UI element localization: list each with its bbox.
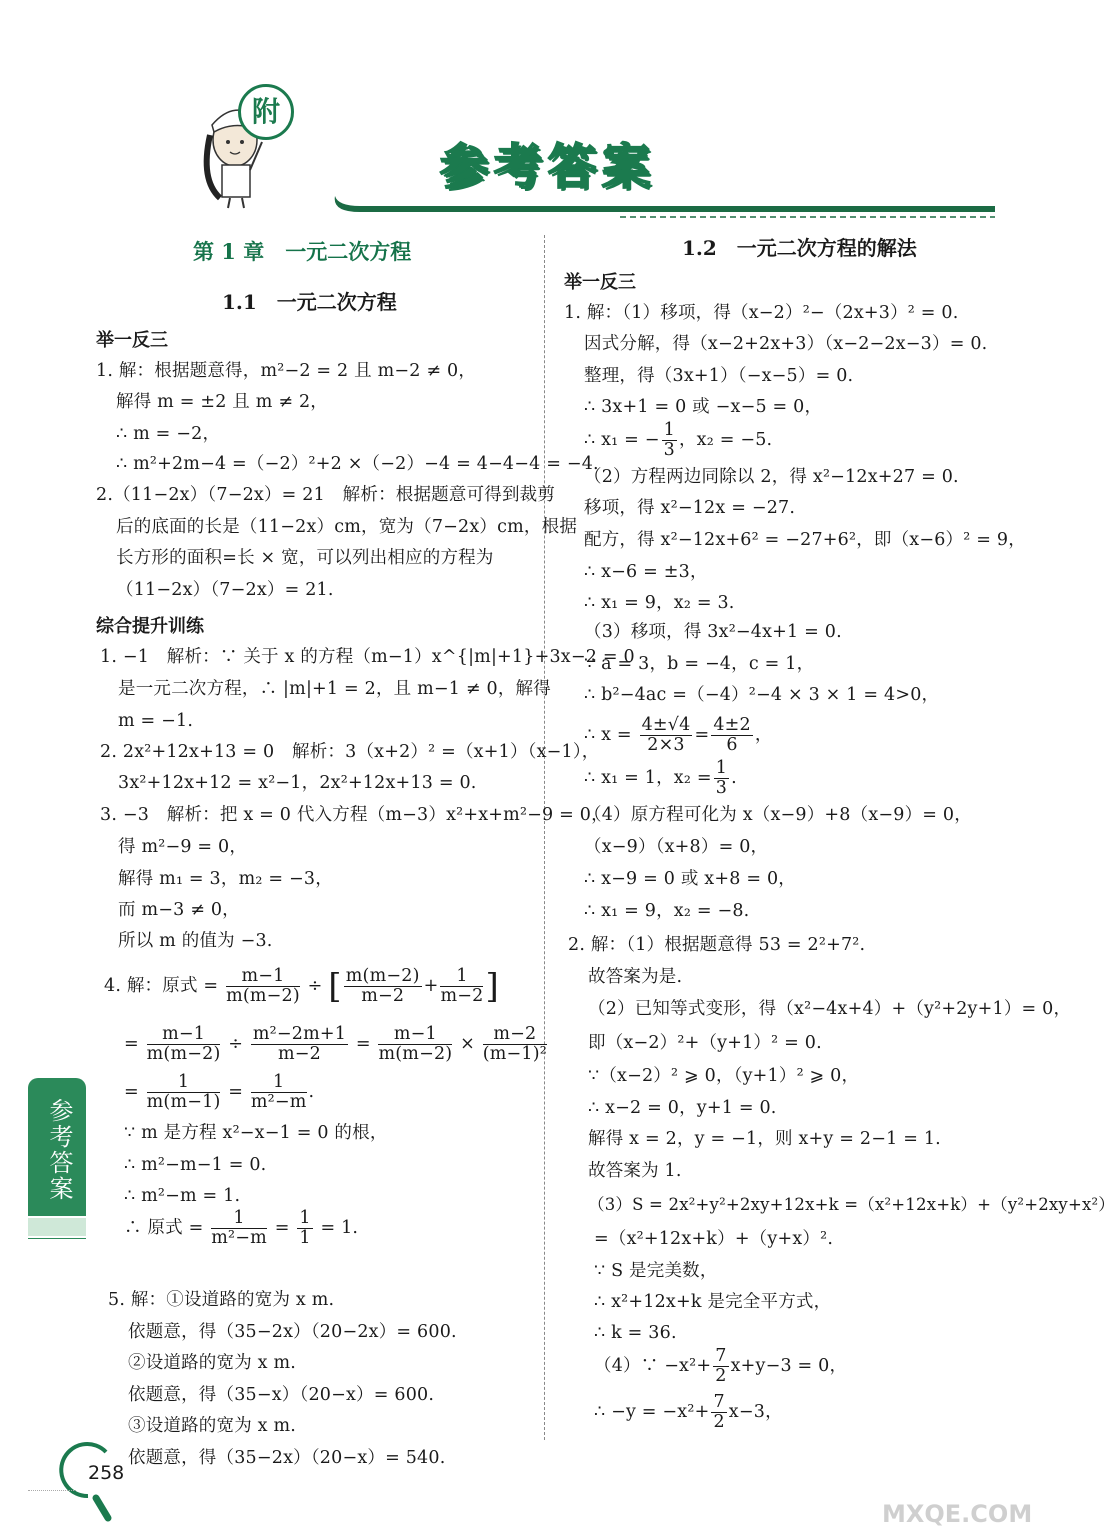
side-tab-rule <box>28 1238 86 1239</box>
page-number-badge <box>76 1448 136 1520</box>
fraction <box>711 716 753 755</box>
answer-line: （3）S = 2x²+y²+2xy+12x+k =（x²+12x+k）+（y²+2xy+x²） <box>588 1195 1115 1214</box>
fraction <box>251 1073 307 1112</box>
answer-line: ∴ m²−m−1 = 0. <box>124 1155 267 1175</box>
denominator: m²−m <box>211 1228 267 1248</box>
header-rule <box>330 190 1000 220</box>
denominator: m²−m <box>250 1092 307 1112</box>
answer-line: 2.（11−2x）（7−2x）= 21 解析：根据题意可得到裁剪 <box>96 485 556 505</box>
answer-line: 解得 m₁ = 3，m₂ = −3， <box>118 869 333 889</box>
answer-line: 依题意，得（35−x）（20−x）= 600. <box>128 1385 435 1405</box>
fraction <box>378 1025 452 1064</box>
answer-line: ∴ x²+12x+k 是完全平方式， <box>594 1292 832 1312</box>
denominator: m(m−1) <box>146 1092 221 1112</box>
answer-line: 长方形的面积=长 × 宽，可以列出相应的方程为 <box>116 548 494 568</box>
numerator: 1 <box>147 1073 221 1093</box>
answer-text: ∴ x = <box>584 725 632 745</box>
answer-text: . <box>731 768 737 788</box>
answer-line: 解得 m = ±2 且 m ≠ 2， <box>116 392 328 412</box>
answer-text: ∴ 原式 = <box>124 1218 204 1238</box>
denominator: (m−1)² <box>482 1044 547 1064</box>
answer-line: 3x²+12x+12 = x²−1，2x²+12x+13 = 0. <box>118 773 477 793</box>
answer-text: ，x₂ = −5. <box>678 430 773 450</box>
subsection-heading: 综合提升训练 <box>96 616 204 637</box>
answer-line: （2）已知等式变形，得（x²−4x+4）+（y²+2y+1）= 0， <box>588 999 1072 1019</box>
answer-line: 整理，得（3x+1）（−x−5）= 0. <box>584 366 854 386</box>
answer-line: 依题意，得（35−2x）（20−2x）= 600. <box>128 1322 457 1342</box>
watermark-text: MXQE.COM <box>882 1500 1033 1528</box>
denominator: m−2 <box>440 986 484 1006</box>
math-line <box>584 420 772 460</box>
answer-line: （3）移项，得 3x²−4x+1 = 0. <box>584 622 842 642</box>
denominator: 2 <box>715 1366 727 1386</box>
numerator: 1 <box>299 1208 311 1228</box>
answer-line: 故答案为 1. <box>588 1161 682 1181</box>
math-line <box>594 1392 783 1432</box>
answer-line: 1. 解：根据题意得，m²−2 = 2 且 m−2 ≠ 0， <box>96 361 477 381</box>
answer-text: = 1. <box>320 1218 359 1238</box>
numerator: 4±2 <box>713 715 751 735</box>
fraction <box>297 1209 312 1248</box>
answer-line: ∵ S 是完美数， <box>594 1261 718 1281</box>
answer-line: ∴ x₁ = 9，x₂ = 3. <box>584 593 735 613</box>
fraction <box>711 1393 726 1432</box>
answer-line: ∴ m = −2， <box>116 424 221 444</box>
answer-line: m = −1. <box>118 711 194 731</box>
answer-line: 2. 2x²+12x+13 = 0 解析：3（x+2）² =（x+1）（x−1）， <box>100 742 600 762</box>
fraction <box>344 967 422 1006</box>
answer-line: （4）原方程可化为 x（x−9）+8（x−9）= 0， <box>584 805 972 825</box>
denominator: m(m−2) <box>226 986 300 1006</box>
answer-text: 4. 解：原式 = <box>104 976 219 996</box>
answer-line: （x−9）（x+8）= 0， <box>584 837 769 857</box>
numerator: 1 <box>251 1073 307 1093</box>
math-line: = $\frac{m-1}{m(m-2)}$ ÷ $\frac{\text{m²−2m+1}}{m-2}$ = $\frac{m-1}{m(m-2)}$ × $\frac{m-2}{\text{(m−1)²}}$ <box>124 1024 547 1064</box>
numerator: 7 <box>713 1392 725 1412</box>
fraction <box>714 759 729 798</box>
answer-line: 配方，得 x²−12x+6² = −27+6²，即（x−6）² = 9， <box>584 530 1026 550</box>
denominator: 3 <box>663 440 675 460</box>
answer-text: ∴ x₁ = 1，x₂ = <box>584 768 712 788</box>
answer-line: 解得 x = 2，y = −1，则 x+y = 2−1 = 1. <box>588 1129 941 1149</box>
numerator: m²−2m+1 <box>252 1024 347 1044</box>
fraction <box>147 1073 221 1112</box>
denominator: m(m−2) <box>146 1044 221 1064</box>
answer-line: 1. −1 解析：∵ 关于 x 的方程（m−1）x^{|m|+1}+3x−2 = 0 <box>100 647 635 667</box>
numerator: 1 <box>440 967 483 987</box>
fraction <box>251 1025 348 1064</box>
math-line: = $\frac{1}{m(m-1)}$ = $\frac{1}{\text{m²−m}}$ . <box>124 1072 315 1112</box>
fraction <box>211 1209 267 1248</box>
subsection-heading: 举一反三 <box>564 272 636 293</box>
numerator: 7 <box>715 1346 727 1366</box>
numerator: m−1 <box>378 1025 452 1045</box>
numerator: m(m−2) <box>345 966 420 986</box>
answer-line: （2）方程两边同除以 2，得 x²−12x+27 = 0. <box>584 467 959 487</box>
answer-line: ∴ m²+2m−4 =（−2）²+2 ×（−2）−4 = 4−4−4 = −4. <box>116 454 599 474</box>
page-number: 258 <box>88 1462 125 1484</box>
subsection-heading: 举一反三 <box>96 330 168 351</box>
fraction <box>713 1347 728 1386</box>
math-line <box>584 758 737 798</box>
answer-line: ∴ x₁ = 9，x₂ = −8. <box>584 901 750 921</box>
answer-line: 所以 m 的值为 −3. <box>118 931 273 951</box>
numerator: 1 <box>211 1209 267 1229</box>
answer-line: 即（x−2）²+（y+1）² = 0. <box>588 1033 822 1053</box>
math-line: ∴ 原式 = $\frac{1}{\text{m²−m}}$ = $\frac{1}{1}$ = 1. <box>124 1208 359 1248</box>
answer-text: x+y−3 = 0， <box>730 1356 848 1376</box>
answer-text: ∴ x₁ = − <box>584 430 660 450</box>
answer-line: 依题意，得（35−2x）（20−x）= 540. <box>128 1448 446 1468</box>
answer-line: =（x²+12x+k）+（y+x）². <box>594 1229 834 1249</box>
denominator: 2 <box>713 1412 725 1432</box>
side-tab-label: 参考答案 <box>45 1098 73 1202</box>
answer-line: ③设道路的宽为 x m. <box>128 1416 297 1436</box>
numerator: m−1 <box>226 967 300 987</box>
answer-line: 得 m²−9 = 0， <box>118 837 248 857</box>
answer-line: 1. 解：（1）移项，得（x−2）²−（2x+3）² = 0. <box>564 303 959 323</box>
column-divider <box>544 235 545 1440</box>
answer-line: ∴ k = 36. <box>594 1323 677 1343</box>
side-tab-base <box>28 1218 86 1236</box>
denominator: m−2 <box>361 986 405 1006</box>
answer-line: ∴ x−2 = 0，y+1 = 0. <box>588 1098 777 1118</box>
answer-line: 后的底面的长是（11−2x）cm，宽为（7−2x）cm，根据 <box>116 517 578 537</box>
answer-text: x−3， <box>728 1402 783 1422</box>
fraction <box>483 1025 547 1064</box>
badge-icon <box>238 84 294 140</box>
answer-line: ∴ m²−m = 1. <box>124 1186 241 1206</box>
fraction <box>440 967 483 1006</box>
numerator: 1 <box>663 420 675 440</box>
answer-text: （4）∵ −x²+ <box>594 1356 712 1376</box>
answer-line: 故答案为是. <box>588 967 683 987</box>
answer-line: 3. −3 解析：把 x = 0 代入方程（m−3）x²+x+m²−9 = 0， <box>100 805 609 825</box>
answer-line: 5. 解：①设道路的宽为 x m. <box>108 1290 335 1310</box>
answer-line: 是一元二次方程，∴ |m|+1 = 2，且 m−1 ≠ 0，解得 <box>118 679 551 699</box>
section-title: 1.1 一元二次方程 <box>222 290 397 314</box>
answer-line: ∵（x−2）² ⩾ 0，（y+1）² ⩾ 0， <box>588 1066 860 1086</box>
denominator: m(m−2) <box>378 1044 453 1064</box>
answer-line: ∵ m 是方程 x²−x−1 = 0 的根， <box>124 1123 388 1143</box>
fraction <box>640 716 693 755</box>
watermark-logo <box>882 1450 1032 1530</box>
math-line <box>594 1346 847 1386</box>
answer-line: ∴ b²−4ac =（−4）²−4 × 3 × 1 = 4>0， <box>584 685 940 705</box>
answer-line: 2. 解：（1）根据题意得 53 = 2²+7². <box>568 935 866 955</box>
numerator: 1 <box>715 758 728 778</box>
fraction <box>226 967 300 1006</box>
math-line: 4. 解：原式 = $\frac{m-1}{m(m-2)}$ ÷ [ $\frac{m(m-2)}{m-2}$ + $\frac{1}{m-2}$ ] <box>104 966 499 1007</box>
answer-line: 因式分解，得（x−2+2x+3）（x−2−2x−3）= 0. <box>584 334 988 354</box>
answer-line: （11−2x）（7−2x）= 21. <box>116 580 334 600</box>
footer-decoration <box>28 1490 76 1491</box>
math-line: ∴ x = $\frac{4\pm√4}{2\times 3}$ = $\frac{4\pm 2}{6}$ ， <box>584 715 773 755</box>
section-title: 1.2 一元二次方程的解法 <box>682 236 917 260</box>
answer-line: ∵ a = 3，b = −4，c = 1， <box>584 654 815 674</box>
fraction <box>662 421 677 460</box>
denominator: 6 <box>726 735 738 755</box>
answer-text: ， <box>754 725 773 745</box>
fraction <box>147 1025 221 1064</box>
answer-line: 移项，得 x²−12x = −27. <box>584 498 796 518</box>
denominator: m−2 <box>277 1044 321 1064</box>
denominator: 2×3 <box>647 735 685 755</box>
denominator: 1 <box>299 1228 311 1248</box>
answer-line: ∴ 3x+1 = 0 或 −x−5 = 0， <box>584 397 823 417</box>
chapter-title: 第 1 章 一元二次方程 <box>193 239 412 264</box>
answer-text: ∴ −y = −x²+ <box>594 1402 710 1422</box>
numerator: m−1 <box>147 1025 221 1045</box>
answer-line: 而 m−3 ≠ 0， <box>118 900 240 920</box>
side-tab <box>28 1078 86 1216</box>
answer-line: ∴ x−6 = ±3， <box>584 562 708 582</box>
answer-line: ∴ x−9 = 0 或 x+8 = 0， <box>584 869 797 889</box>
numerator: m−2 <box>483 1025 547 1045</box>
badge-label: 附 <box>251 95 280 128</box>
answer-line: ②设道路的宽为 x m. <box>128 1353 297 1373</box>
page-title: 参考答案 <box>440 139 657 195</box>
denominator: 3 <box>715 778 728 798</box>
numerator: 4±√4 <box>641 715 691 735</box>
